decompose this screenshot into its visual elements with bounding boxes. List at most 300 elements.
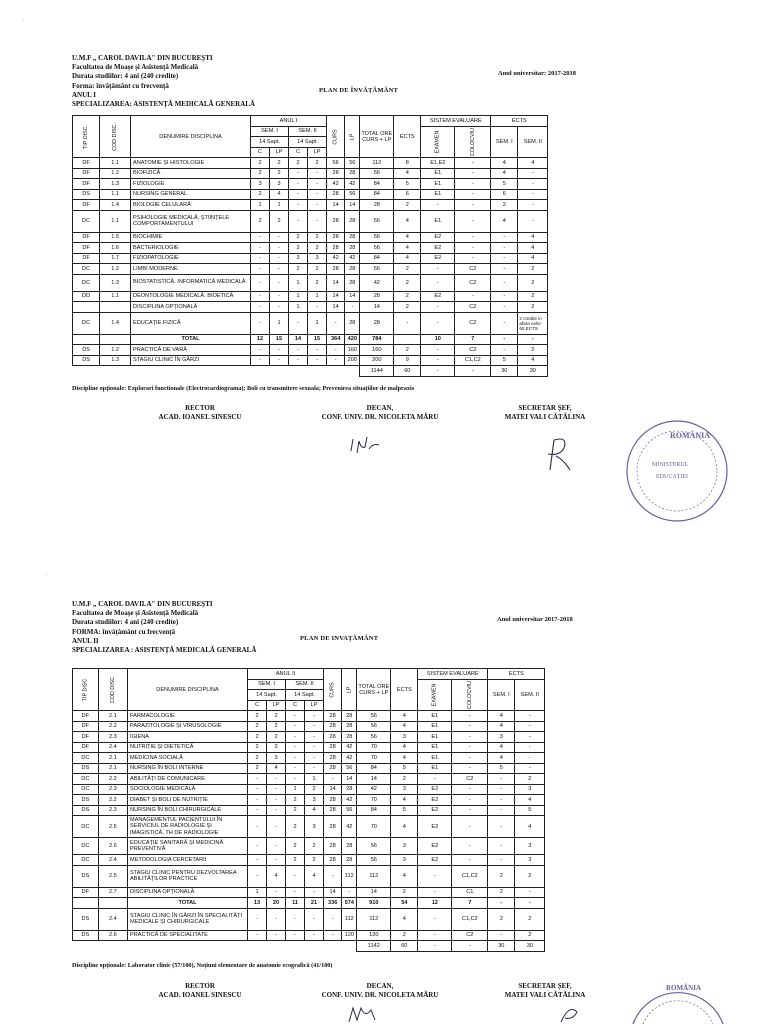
table-cell: 4 [391, 816, 418, 838]
col-tip: TIP DISC [73, 669, 99, 711]
table-cell: 56 [360, 232, 394, 243]
study-year: ANUL II [72, 636, 99, 645]
table-cell: 4 [394, 210, 421, 232]
table-cell: - [248, 865, 267, 887]
table-row [73, 253, 548, 264]
study-duration: Durata studiilor: 4 ani (240 credite) [72, 618, 179, 627]
table-cell: C2 [452, 930, 488, 941]
signature-dean: DECAN, CONF. UNIV. DR. NICOLETA MĂRU [321, 404, 439, 421]
table-cell: 2 [305, 784, 324, 795]
table-cell: 2 [248, 753, 267, 764]
table-cell: 4 [491, 168, 518, 179]
table-cell: - [308, 355, 327, 366]
table-cell: - [286, 865, 305, 887]
table-cell: - [488, 816, 515, 838]
table-cell: 1 [270, 200, 289, 211]
table-cell: 2 [251, 168, 270, 179]
weeks-sem1: 14 Sapt. [251, 137, 289, 148]
table-cell: 4 [391, 742, 418, 753]
table-cell: 2.6 [98, 838, 127, 855]
table-cell: 4 [305, 865, 324, 887]
discipline-name: BIOSTATISTICĂ. INFORMATICĂ MEDICALĂ [131, 274, 251, 291]
table-cell: 2 [289, 264, 308, 275]
table-cell: - [270, 345, 289, 356]
table-cell: - [305, 908, 324, 930]
table-cell: 4 [391, 865, 418, 887]
table-cell [251, 366, 270, 377]
scan-mark: · [22, 18, 24, 24]
svg-text:ROMÂNIA: ROMÂNIA [666, 984, 701, 992]
col-c2: C [289, 147, 308, 158]
table-cell: - [418, 887, 452, 898]
table-cell: 2 [488, 865, 515, 887]
table-cell: 30 [515, 941, 545, 952]
table-cell: 1.1 [100, 158, 131, 169]
table-cell: - [421, 366, 455, 377]
table-cell: E2 [418, 795, 452, 806]
table-cell: - [518, 179, 548, 190]
scan-mark: · [45, 572, 47, 578]
table-cell: 28 [345, 243, 360, 254]
table-cell: 15 [308, 334, 327, 345]
table-cell: 112 [360, 158, 394, 169]
table-cell: 2 [308, 158, 327, 169]
table-cell: 3 [270, 179, 289, 190]
table-cell: - [518, 210, 548, 232]
table-cell: - [251, 243, 270, 254]
table-cell: 56 [357, 711, 391, 722]
table-cell: 4 [491, 158, 518, 169]
discipline-name: PRACTICĂ DE SPECIALITATE [128, 930, 248, 941]
table-cell: - [491, 243, 518, 254]
optional-disciplines: Discipline opționale: Explorari functionale (Electrocardiograma); Boli cu transmitere sexuala; Prevenirea situațiilor de malpraxis [72, 385, 415, 392]
table-cell: 28 [327, 210, 345, 232]
table-cell: E1 [421, 210, 455, 232]
table-cell: 4 [391, 711, 418, 722]
table-cell: E2 [418, 855, 452, 866]
table-cell: 42 [327, 253, 345, 264]
table-cell: - [267, 805, 286, 816]
table-cell: 4 [488, 753, 515, 764]
discipline-name: EDUCAȚIE FIZICĂ [131, 312, 251, 334]
table-cell: 1 [308, 291, 327, 302]
table-cell: - [270, 243, 289, 254]
table-cell: - [452, 941, 488, 952]
table-cell: 2 [308, 264, 327, 275]
table-cell: - [452, 721, 488, 732]
table-cell: 2 credite in afara celor 60 ECTS [518, 312, 548, 334]
table-cell: 3 [267, 742, 286, 753]
table-cell: - [286, 753, 305, 764]
discipline-name: NURSING ÎN BOLI INTERNE [128, 763, 248, 774]
table-cell [345, 366, 360, 377]
table-cell: 28 [360, 312, 394, 334]
table-cell: 2 [289, 158, 308, 169]
table-cell: - [515, 898, 545, 909]
table-row [73, 774, 545, 785]
table-cell: 28 [342, 784, 357, 795]
table-cell: 4 [488, 711, 515, 722]
official-stamp [628, 974, 728, 1024]
col-lp: LP [345, 116, 360, 158]
table-row [73, 243, 548, 254]
table-cell: 1 [289, 291, 308, 302]
table-cell: - [305, 721, 324, 732]
document-header [72, 600, 256, 655]
table-cell: - [286, 908, 305, 930]
table-cell: 14 [324, 784, 342, 795]
table-cell: - [267, 838, 286, 855]
table-cell [305, 941, 324, 952]
table-cell: - [491, 274, 518, 291]
table-cell: DS [73, 930, 99, 941]
table-cell: 2 [270, 158, 289, 169]
table-cell: - [421, 355, 455, 366]
table-cell: - [342, 887, 357, 898]
grand-total-row [73, 941, 545, 952]
table-cell: - [455, 168, 491, 179]
table-cell: - [345, 302, 360, 313]
table-cell: 42 [342, 795, 357, 806]
table-cell: 2.3 [98, 784, 127, 795]
table-cell: 2 [286, 855, 305, 866]
table-cell: 4 [391, 908, 418, 930]
table-cell: DC [73, 816, 99, 838]
table-cell: DC [73, 312, 100, 334]
table-cell: - [518, 189, 548, 200]
table-cell: 56 [342, 763, 357, 774]
table-cell: - [515, 763, 545, 774]
table-cell: DF [73, 732, 99, 743]
col-sem2: SEM. II [286, 679, 324, 690]
table-cell: 54 [391, 898, 418, 909]
table-cell: 42 [345, 179, 360, 190]
table-cell: E1 [421, 179, 455, 190]
table-cell: 12 [418, 898, 452, 909]
table-cell: 3 [515, 784, 545, 795]
table-cell: 2 [251, 158, 270, 169]
table-cell: - [452, 784, 488, 795]
table-cell: 112 [342, 908, 357, 930]
table-cell: - [305, 732, 324, 743]
table-cell: 28 [327, 264, 345, 275]
table-cell: 2 [515, 774, 545, 785]
table-cell [324, 941, 342, 952]
table-cell: 4 [267, 865, 286, 887]
total-row [73, 898, 545, 909]
table-cell: 28 [327, 189, 345, 200]
table-cell: 28 [342, 855, 357, 866]
col-curs: CURS [324, 669, 342, 711]
table-row [73, 345, 548, 356]
table-cell: 4 [488, 742, 515, 753]
table-cell: - [251, 312, 270, 334]
table-cell: 28 [342, 838, 357, 855]
table-cell: 1 [270, 312, 289, 334]
table-cell: 2 [286, 795, 305, 806]
plan-title: PLAN DE ÎNVĂȚĂMÂNT [319, 87, 399, 94]
table-cell [286, 941, 305, 952]
table-cell: 5 [488, 763, 515, 774]
table-cell: 56 [357, 732, 391, 743]
signature-secretary: SECRETAR ȘEF, MATEI VALI CĂTĂLINA [504, 404, 586, 421]
table-cell: - [289, 189, 308, 200]
table-cell: - [421, 312, 455, 334]
table-cell: DF [73, 742, 99, 753]
table-cell: 2 [394, 274, 421, 291]
table-row [73, 264, 548, 275]
table-cell: 14 [324, 887, 342, 898]
table-cell: 160 [345, 345, 360, 356]
table-cell: 4 [518, 232, 548, 243]
table-cell: C2 [455, 312, 491, 334]
table-cell: 5 [515, 805, 545, 816]
table-cell: 3 [391, 838, 418, 855]
table-cell: - [267, 795, 286, 806]
table-cell: 3 [391, 855, 418, 866]
table-cell: 70 [357, 753, 391, 764]
table-cell: - [289, 179, 308, 190]
weeks-sem2: 14 Sapt. [289, 137, 327, 148]
table-cell: - [305, 763, 324, 774]
table-cell: 2 [267, 732, 286, 743]
table-row [73, 753, 545, 764]
svg-text:MINISTERUL: MINISTERUL [652, 462, 689, 468]
col-exam: EXAMEN [421, 126, 455, 158]
table-cell: 12 [251, 334, 270, 345]
table-cell: 2 [394, 264, 421, 275]
table-cell: - [267, 887, 286, 898]
table-cell: E1 [418, 732, 452, 743]
table-cell: - [248, 784, 267, 795]
table-cell: E2 [421, 243, 455, 254]
table-cell: 3 [515, 855, 545, 866]
table-cell: - [455, 200, 491, 211]
table-cell: 28 [360, 291, 394, 302]
table-cell: - [270, 253, 289, 264]
table-cell [73, 334, 100, 345]
table-cell: 1 [305, 774, 324, 785]
table-cell: DF [73, 168, 100, 179]
table-cell: - [421, 274, 455, 291]
table-cell [100, 302, 131, 313]
table-cell: - [452, 732, 488, 743]
discipline-name: BIOFIZICĂ [131, 168, 251, 179]
table-cell: 84 [360, 179, 394, 190]
table-cell: - [455, 179, 491, 190]
col-ects-sem1: SEM. I [488, 679, 515, 711]
table-cell: 28 [342, 711, 357, 722]
table-cell: - [305, 742, 324, 753]
table-cell: 2.5 [98, 816, 127, 838]
col-lp1: LP [267, 700, 286, 711]
table-cell: - [518, 200, 548, 211]
table-cell: - [251, 345, 270, 356]
table-cell: 7 [452, 898, 488, 909]
table-cell: 5 [491, 179, 518, 190]
table-cell: 2 [308, 274, 327, 291]
table-cell: - [286, 887, 305, 898]
table-cell: 15 [270, 334, 289, 345]
table-cell: - [327, 345, 345, 356]
table-row [73, 784, 545, 795]
table-cell: 42 [360, 274, 394, 291]
table-cell: 2.3 [98, 732, 127, 743]
col-c2: C [286, 700, 305, 711]
discipline-name: PRACTICĂ DE VARĂ [131, 345, 251, 356]
curriculum-table [72, 668, 545, 952]
table-cell: - [327, 355, 345, 366]
table-cell: - [515, 887, 545, 898]
table-cell: - [248, 908, 267, 930]
table-cell: - [270, 274, 289, 291]
table-cell: DS [73, 805, 99, 816]
table-cell: - [305, 930, 324, 941]
table-cell [73, 898, 99, 909]
table-cell: - [289, 345, 308, 356]
discipline-name: MANAGEMENTUL PACIENTULUI ÎN SERVICIUL DE RADIOLOGIE ȘI IMAGISTICĂ. TH DE RADIOLOGIE [128, 816, 248, 838]
table-cell: - [455, 253, 491, 264]
table-cell: 28 [345, 210, 360, 232]
table-cell: 2 [305, 855, 324, 866]
table-cell: 1142 [357, 941, 391, 952]
table-cell: - [455, 158, 491, 169]
table-cell: - [248, 805, 267, 816]
table-cell [394, 334, 421, 345]
table-cell: - [251, 355, 270, 366]
col-ects: ECTS [391, 669, 418, 711]
col-colloquium: COLOCVIU [452, 679, 488, 711]
col-cod: COD DISC [98, 669, 127, 711]
table-cell: - [488, 774, 515, 785]
table-cell: - [251, 302, 270, 313]
col-ects-sem: ECTS [488, 669, 545, 680]
col-cod: COD DISC. [100, 116, 131, 158]
table-cell: - [308, 210, 327, 232]
table-cell: - [455, 232, 491, 243]
table-row [73, 168, 548, 179]
weeks-sem2: 14 Sapt. [286, 690, 324, 701]
table-cell [73, 941, 99, 952]
table-cell: 56 [360, 210, 394, 232]
table-cell: 2 [394, 291, 421, 302]
faculty-name: Facultatea de Moașe și Asistență Medicală [72, 63, 199, 72]
table-cell: 28 [327, 232, 345, 243]
table-cell: 1.6 [100, 243, 131, 254]
table-cell: 6 [394, 189, 421, 200]
table-cell: 4 [267, 763, 286, 774]
table-cell: - [308, 302, 327, 313]
table-cell: - [491, 312, 518, 334]
table-cell: 336 [324, 898, 342, 909]
svg-text:ROMÂNIA: ROMÂNIA [670, 431, 710, 440]
col-curs: CURS [327, 116, 345, 158]
col-exam: EXAMEN [418, 679, 452, 711]
table-cell: DC [73, 264, 100, 275]
table-cell: E1 [418, 753, 452, 764]
table-cell: DS [73, 763, 99, 774]
table-cell: - [394, 312, 421, 334]
table-cell: 56 [345, 158, 360, 169]
table-cell: 2.4 [98, 908, 127, 930]
col-name: DENUMIRE DISCIPLINA [131, 116, 251, 158]
table-cell: - [267, 816, 286, 838]
table-cell: 2 [248, 711, 267, 722]
discipline-name: NURSING GENERAL [131, 189, 251, 200]
discipline-name: PSIHOLOGIE MEDICALĂ. ȘTIINȚELE COMPORTAMENTULUI [131, 210, 251, 232]
table-cell: 1.1 [100, 291, 131, 302]
table-cell: E1 [421, 168, 455, 179]
table-cell: DF [73, 200, 100, 211]
table-cell: - [452, 711, 488, 722]
table-cell: 1.2 [100, 264, 131, 275]
table-cell: - [491, 264, 518, 275]
official-stamp [622, 416, 732, 526]
table-cell: 30 [518, 366, 548, 377]
table-cell: 2 [248, 742, 267, 753]
col-evaluation: SISTEM EVALUARE [421, 116, 491, 127]
table-cell: 2 [248, 732, 267, 743]
table-cell: - [308, 200, 327, 211]
table-cell: 2 [488, 887, 515, 898]
study-form: FORMA: învățământ cu frecvență [72, 627, 176, 636]
table-cell: 30 [491, 366, 518, 377]
table-cell: 2 [391, 887, 418, 898]
table-cell: DF [73, 158, 100, 169]
discipline-name: BIOCHIMIE [131, 232, 251, 243]
table-cell [100, 334, 131, 345]
discipline-name: STAGIU CLINIC PENTRU DEZVOLTAREA ABILITĂȚILOR PRACTICE [128, 865, 248, 887]
table-cell: 28 [360, 200, 394, 211]
table-cell: 28 [345, 264, 360, 275]
discipline-name: LIMBI MODERNE [131, 264, 251, 275]
table-cell: DF [73, 243, 100, 254]
table-cell: E1 [418, 711, 452, 722]
handwritten-signature-dean [345, 1004, 385, 1024]
table-cell: 2.1 [98, 763, 127, 774]
table-cell: - [324, 930, 342, 941]
table-cell [289, 366, 308, 377]
table-cell: - [491, 345, 518, 356]
table-cell: 28 [324, 816, 342, 838]
table-cell: 2 [305, 838, 324, 855]
col-total: TOTAL ORE CURS + LP [360, 116, 394, 158]
handwritten-signature-secretary [555, 1002, 585, 1024]
table-cell: - [418, 865, 452, 887]
table-cell: DC [73, 774, 99, 785]
col-c1: C [251, 147, 270, 158]
table-cell: E2 [418, 805, 452, 816]
plan-title: PLAN DE INVAȚĂMÂNT [300, 635, 379, 642]
table-cell: C2 [455, 345, 491, 356]
signature-dean: DECAN, CONF. UNIV. DR. NICOLETA MĂRU [321, 982, 439, 999]
table-cell: 4 [491, 210, 518, 232]
table-cell: 574 [342, 898, 357, 909]
discipline-name: ABILITĂȚI DE COMUNICARE [128, 774, 248, 785]
table-cell: - [452, 838, 488, 855]
table-cell: - [251, 264, 270, 275]
table-cell: DF [73, 711, 99, 722]
discipline-name: PARAZITOLOGIE ȘI VIRUSOLOGIE [128, 721, 248, 732]
table-cell: 2 [518, 274, 548, 291]
table-cell: 28 [345, 312, 360, 334]
discipline-name: BIOLOGIE CELULARĂ [131, 200, 251, 211]
table-cell: - [248, 855, 267, 866]
table-cell: - [305, 887, 324, 898]
table-cell: 1 [251, 200, 270, 211]
table-cell: E2 [421, 232, 455, 243]
table-cell: C2 [455, 264, 491, 275]
